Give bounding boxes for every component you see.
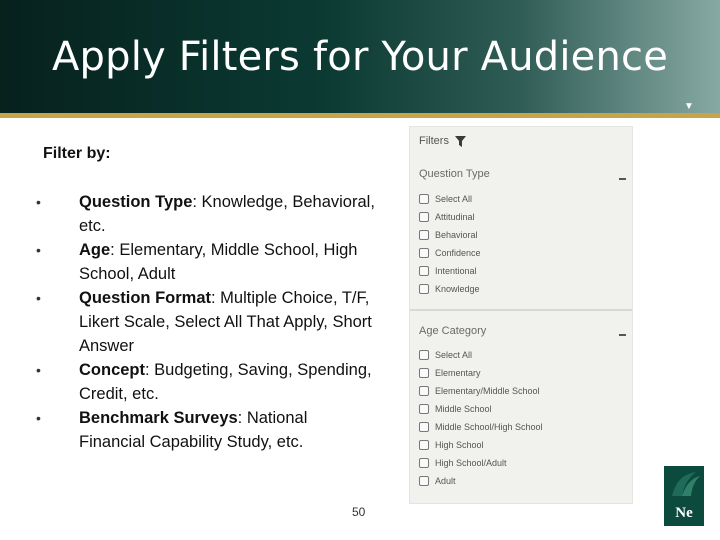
filter-option[interactable]: [419, 472, 543, 490]
filter-option[interactable]: [419, 280, 481, 298]
filter-option[interactable]: [419, 262, 481, 280]
option-label: Adult: [435, 476, 456, 486]
collapse-age-category-icon[interactable]: [619, 334, 626, 336]
bullet-label: Concept: [79, 361, 145, 379]
checkbox[interactable]: [419, 422, 429, 432]
bullet-text: : Budgeting, Saving, Spending, Credit, etc.: [79, 361, 372, 403]
checkbox[interactable]: [419, 212, 429, 222]
section-divider: [410, 309, 632, 311]
filter-option[interactable]: [419, 454, 543, 472]
bullet-label: Age: [79, 241, 111, 259]
filter-panel: [409, 126, 633, 504]
bullet-item: [36, 190, 376, 238]
filter-by-label: Filter by:: [43, 145, 111, 162]
option-label: High School/Adult: [435, 458, 507, 468]
checkbox[interactable]: [419, 368, 429, 378]
filter-option[interactable]: [419, 346, 543, 364]
header-accent-bar: [0, 113, 720, 118]
bullet-list: [36, 190, 376, 454]
logo-text: Ne: [675, 505, 693, 521]
option-label: Select All: [435, 194, 473, 204]
option-label: Confidence: [435, 248, 481, 258]
bullet-text: : Elementary, Middle School, High School, Adult: [79, 241, 358, 283]
slide-title: Apply Filters for Your Audience: [51, 34, 669, 80]
option-label: Knowledge: [435, 284, 480, 294]
bullet-item: [36, 406, 376, 454]
checkbox[interactable]: [419, 266, 429, 276]
checkbox[interactable]: [419, 350, 429, 360]
option-label: Behavioral: [435, 230, 478, 240]
marker-icon: ▼: [684, 101, 694, 112]
filter-option[interactable]: [419, 436, 543, 454]
filter-option[interactable]: [419, 400, 543, 418]
filter-option[interactable]: [419, 190, 481, 208]
bullet-icon: •: [36, 194, 41, 210]
bullet-icon: •: [36, 410, 41, 426]
checkbox[interactable]: [419, 194, 429, 204]
bullet-item: [36, 286, 376, 358]
bullet-icon: •: [36, 362, 41, 378]
logo-mark-icon: [664, 470, 704, 500]
option-label: Middle School/High School: [435, 422, 543, 432]
bullet-label: Question Type: [79, 193, 193, 211]
bullet-icon: •: [36, 242, 41, 258]
bullet-text: : Multiple Choice, T/F, Likert Scale, Select All That Apply, Short Answer: [79, 289, 372, 355]
checkbox[interactable]: [419, 476, 429, 486]
bullet-label: Benchmark Surveys: [79, 409, 238, 427]
checkbox[interactable]: [419, 284, 429, 294]
page-number: 50: [352, 505, 366, 519]
funnel-icon[interactable]: [455, 136, 466, 147]
option-label: Elementary: [435, 368, 481, 378]
bullet-item: [36, 238, 376, 286]
option-label: Attitudinal: [435, 212, 475, 222]
checkbox[interactable]: [419, 440, 429, 450]
collapse-question-type-icon[interactable]: [619, 178, 626, 180]
bullet-item: [36, 358, 376, 406]
brand-logo: [664, 466, 704, 526]
filter-option[interactable]: [419, 244, 481, 262]
checkbox[interactable]: [419, 386, 429, 396]
filter-option[interactable]: [419, 226, 481, 244]
checkbox[interactable]: [419, 458, 429, 468]
filter-option[interactable]: [419, 364, 543, 382]
option-label: High School: [435, 440, 484, 450]
option-label: Select All: [435, 350, 473, 360]
option-label: Elementary/Middle School: [435, 386, 540, 396]
filter-option[interactable]: [419, 208, 481, 226]
section-title-question-type[interactable]: Question Type: [419, 168, 490, 180]
bullet-text: : National Financial Capability Study, etc.: [79, 409, 308, 451]
bullet-icon: •: [36, 290, 41, 306]
bullet-text: : Knowledge, Behavioral, etc.: [79, 193, 375, 235]
age-category-options: [419, 346, 543, 490]
option-label: Intentional: [435, 266, 477, 276]
filter-option[interactable]: [419, 382, 543, 400]
checkbox[interactable]: [419, 230, 429, 240]
checkbox[interactable]: [419, 248, 429, 258]
bullet-label: Question Format: [79, 289, 212, 307]
checkbox[interactable]: [419, 404, 429, 414]
filter-option[interactable]: [419, 418, 543, 436]
question-type-options: [419, 190, 481, 298]
filter-panel-header: [419, 135, 466, 147]
section-title-age-category[interactable]: Age Category: [419, 325, 487, 337]
filter-panel-title: Filters: [419, 135, 449, 147]
option-label: Middle School: [435, 404, 492, 414]
